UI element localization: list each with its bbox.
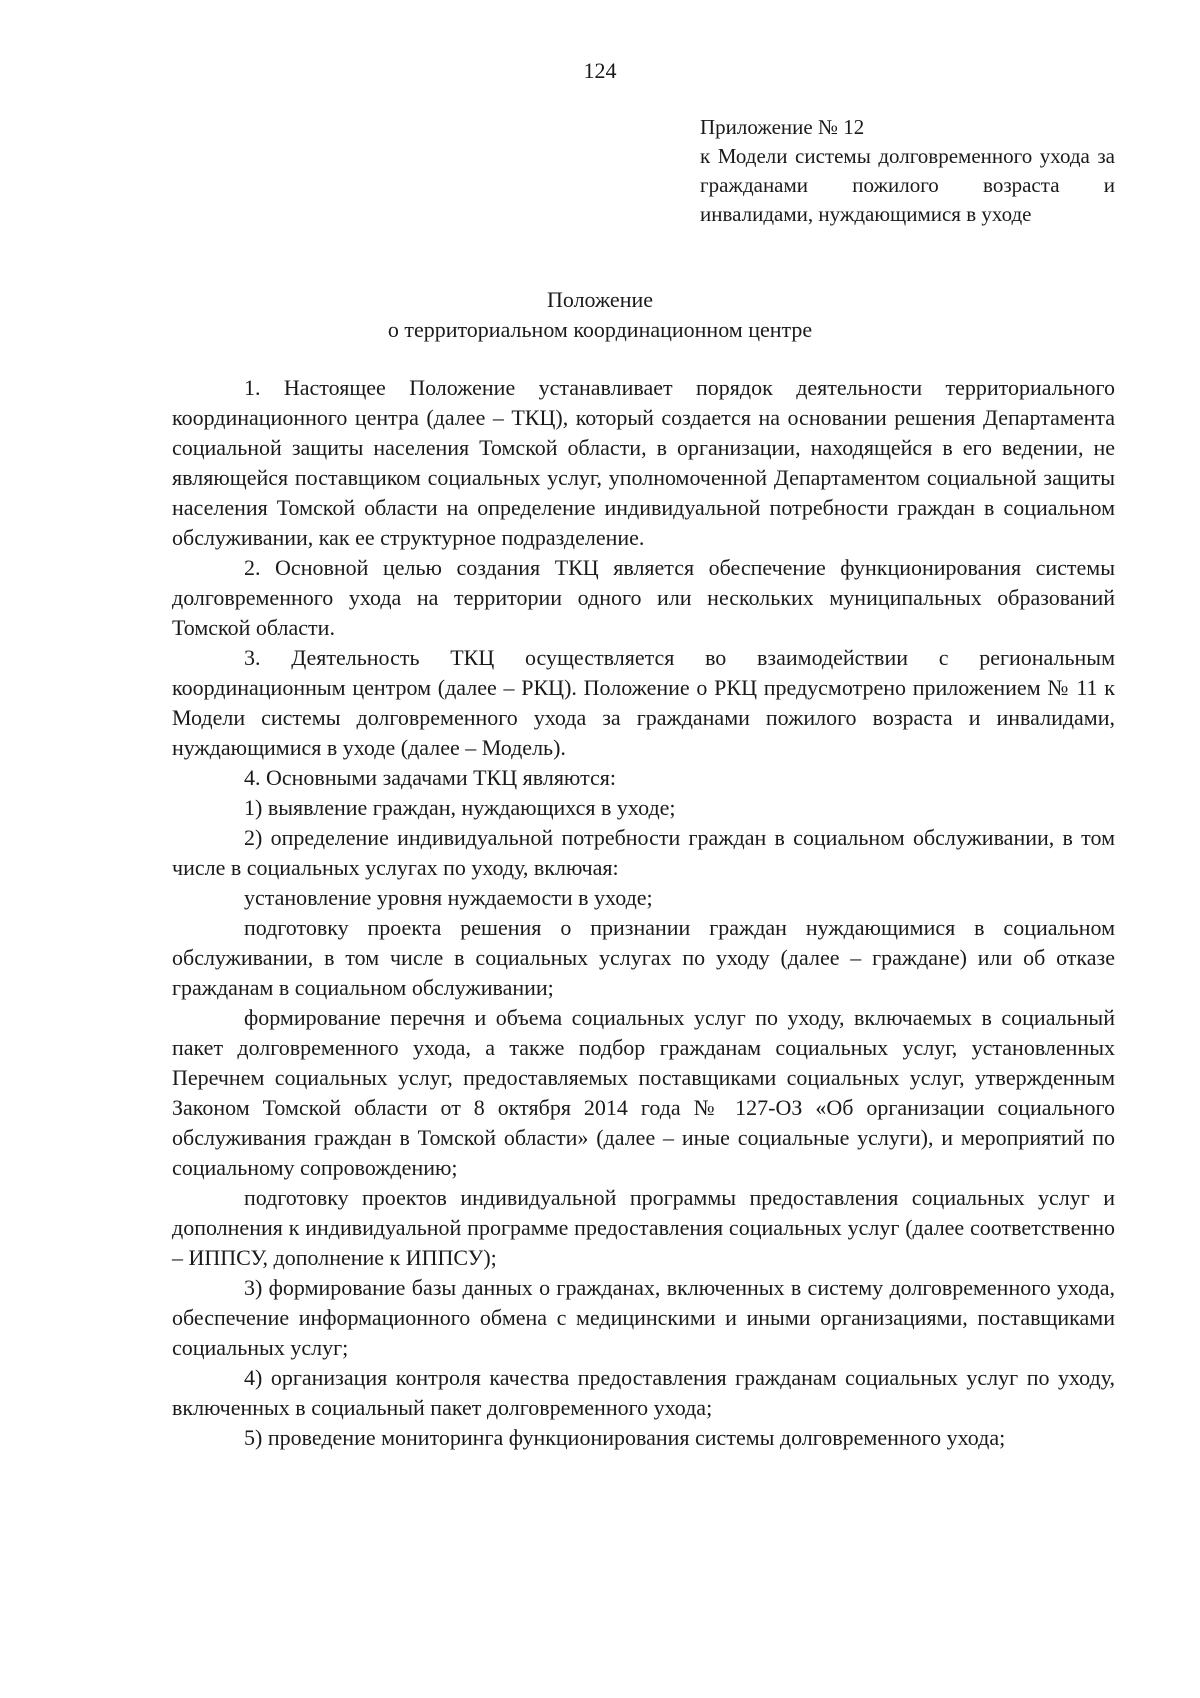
task-item-2: 2) определение индивидуальной потребности граждан в социальном обслуживании, в том числе в социальных услугах по уходу, включая: [172,825,1115,880]
annex-number: Приложение № 12 [700,115,865,139]
task-subitem-1: установление уровня нуждаемости в уходе; [244,885,653,910]
document-title: Положение [546,287,653,312]
task-subitem-3: формирование перечня и объема социальных услуг по уходу, включаемых в социальный пакет долговременного ухода, а также подбор гражданам социальных услуг, установленных Перечнем социальных услуг, предоставляемых поставщиками социальных услуг, утвержденным Законом Томской области от 8 октября 2014 года № 127-ОЗ «Об организации социального обслуживания граждан в Томской области» (далее – иные социальные услуги), и мероприятий по социальному сопровождению; [172,1005,1115,1180]
paragraph-1: 1. Настоящее Положение устанавливает порядок деятельности территориального координационного центра (далее – ТКЦ), который создается на основании решения Департамента социальной защиты населения Томской области, в организации, находящейся в его ведении, не являющейся поставщиком социальных услуг, уполномоченной Департаментом социальной защиты населения Томской области на определение индивидуальной потребности граждан в социальном обслуживании, как ее структурное подразделение. [172,375,1115,550]
paragraph-3: 3. Деятельность ТКЦ осуществляется во взаимодействии с региональным координационным центром (далее – РКЦ). Положение о РКЦ предусмотрено приложением № 11 к Модели системы долговременного ухода за гражданами пожилого возраста и инвалидами, нуждающимися в уходе (далее – Модель). [172,645,1115,760]
annex-block [700,113,1115,229]
annex-reference: к Модели системы долговременного ухода за гражданами пожилого возраста и инвалидами, нуждающимися в уходе [700,144,1115,226]
paragraph-2: 2. Основной целью создания ТКЦ является обеспечение функционирования системы долговременного ухода на территории одного или нескольких муниципальных образований Томской области. [172,555,1115,640]
task-item-5: 5) проведение мониторинга функционирования системы долговременного ухода; [244,1425,1006,1450]
document-body [172,373,1115,1453]
paragraph-4: 4. Основными задачами ТКЦ являются: [244,765,616,790]
task-item-1: 1) выявление граждан, нуждающихся в уходе; [244,795,676,820]
task-subitem-2: подготовку проекта решения о признании граждан нуждающимися в социальном обслуживании, в том числе в социальных услугах по уходу (далее – граждане) или об отказе гражданам в социальном обслуживании; [172,915,1115,1000]
task-item-3: 3) формирование базы данных о гражданах, включенных в систему долговременного ухода, обеспечение информационного обмена с медицинскими и иными организациями, поставщиками социальных услуг; [172,1275,1115,1360]
task-item-4: 4) организация контроля качества предоставления гражданам социальных услуг по уходу, включенных в социальный пакет долговременного ухода; [172,1365,1115,1420]
document-subtitle: о территориальном координационном центре [387,317,813,342]
task-subitem-4: подготовку проектов индивидуальной программы предоставления социальных услуг и дополнения к индивидуальной программе предоставления социальных услуг (далее соответственно – ИППСУ, дополнение к ИППСУ); [172,1185,1115,1270]
page-number: 124 [583,58,617,83]
